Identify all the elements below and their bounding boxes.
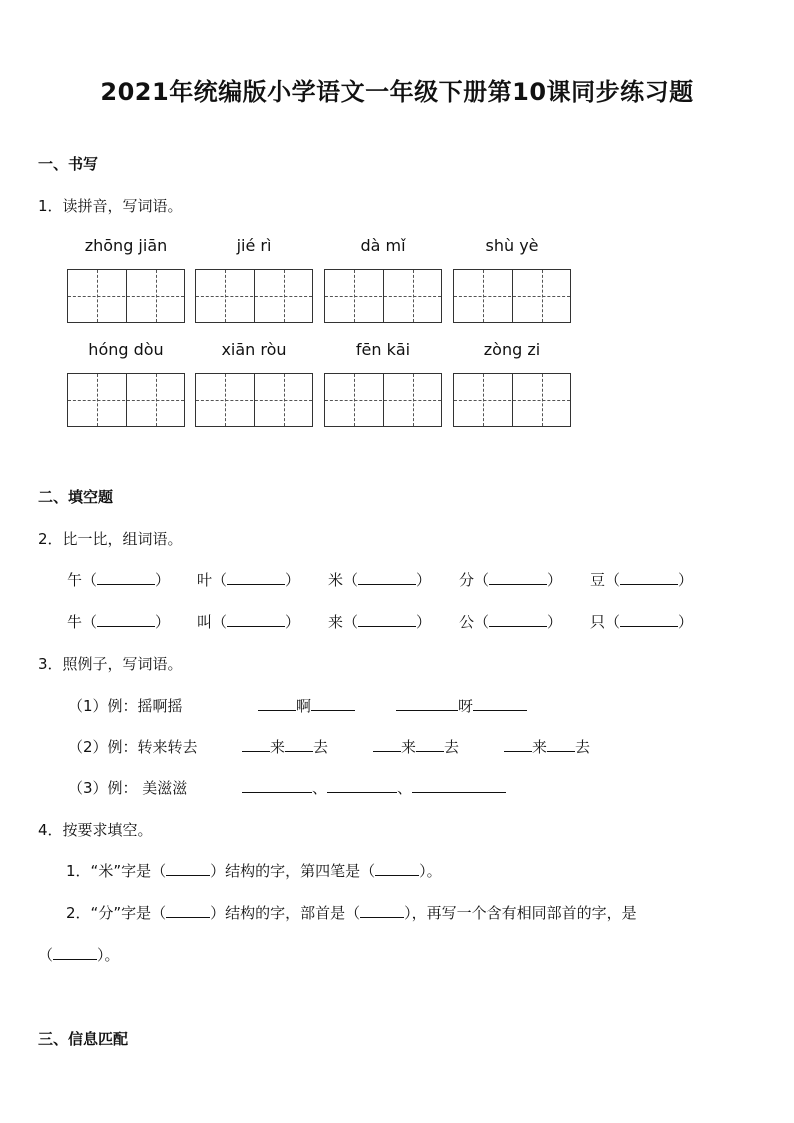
answer-blank[interactable] <box>166 903 210 918</box>
answer-blank[interactable] <box>412 778 506 793</box>
answer-blank[interactable] <box>53 945 97 960</box>
answer-blank[interactable] <box>97 612 155 627</box>
answer-blank[interactable] <box>242 737 270 752</box>
question-1-prompt: 1．读拼音，写词语。 <box>38 197 183 215</box>
example-2-answer: 来 去 <box>504 736 590 757</box>
page-title: 2021年统编版小学语文一年级下册第10课同步练习题 <box>100 78 694 106</box>
answer-blank[interactable] <box>358 570 416 585</box>
compare-item: 米（ ） <box>328 571 432 589</box>
tianzige-box[interactable] <box>195 269 313 323</box>
tianzige-box[interactable] <box>453 373 571 427</box>
answer-blank[interactable] <box>473 696 527 711</box>
section-heading-writing: 一、书写 <box>38 155 99 173</box>
compare-item: 豆（ ） <box>590 571 694 589</box>
tianzige-box[interactable] <box>453 269 571 323</box>
question-4-1: 1．“米”字是（ ）结构的字，第四笔是（ ）。 <box>66 862 442 880</box>
pinyin-label: zhōng jiān <box>84 236 168 255</box>
pinyin-label: shù yè <box>485 236 539 255</box>
example-1-label: （1）例：摇啊摇 <box>68 697 183 715</box>
question-3-prompt: 3．照例子，写词语。 <box>38 655 183 673</box>
example-1-answer: 啊 <box>258 695 355 716</box>
tianzige-box[interactable] <box>67 373 185 427</box>
question-4-2: 2．“分”字是（ ）结构的字，部首是（ ），再写一个含有相同部首的字，是 <box>66 904 637 922</box>
answer-blank[interactable] <box>547 737 575 752</box>
example-2-label: （2）例：转来转去 <box>68 738 198 756</box>
compare-item: 来（ ） <box>328 613 432 631</box>
answer-blank[interactable] <box>242 778 312 793</box>
compare-item: 牛（ ） <box>67 613 171 631</box>
answer-blank[interactable] <box>489 570 547 585</box>
answer-blank[interactable] <box>166 861 210 876</box>
answer-blank[interactable] <box>97 570 155 585</box>
question-2-prompt: 2．比一比，组词语。 <box>38 530 183 548</box>
compare-char: 牛 <box>67 613 83 631</box>
answer-blank[interactable] <box>311 696 355 711</box>
question-4-2-continued: （ ）。 <box>38 946 120 964</box>
pinyin-label: hóng dòu <box>88 340 164 359</box>
answer-blank[interactable] <box>620 612 678 627</box>
compare-item: 公（ ） <box>459 613 563 631</box>
answer-blank[interactable] <box>227 612 285 627</box>
answer-blank[interactable] <box>620 570 678 585</box>
compare-char: 分 <box>459 571 475 589</box>
answer-blank[interactable] <box>227 570 285 585</box>
compare-char: 公 <box>459 613 475 631</box>
pinyin-label: fēn kāi <box>355 340 411 359</box>
pinyin-label: zòng zi <box>483 340 541 359</box>
pinyin-label: xiān ròu <box>221 340 287 359</box>
answer-blank[interactable] <box>504 737 532 752</box>
answer-blank[interactable] <box>327 778 397 793</box>
answer-blank[interactable] <box>375 861 419 876</box>
compare-char: 叶 <box>197 571 213 589</box>
answer-blank[interactable] <box>416 737 444 752</box>
compare-char: 午 <box>67 571 83 589</box>
compare-item: 叫（ ） <box>197 613 301 631</box>
compare-char: 米 <box>328 571 344 589</box>
section-heading-matching: 三、信息匹配 <box>38 1030 129 1048</box>
tianzige-box[interactable] <box>324 373 442 427</box>
compare-item: 午（ ） <box>67 571 171 589</box>
answer-blank[interactable] <box>358 612 416 627</box>
compare-char: 叫 <box>197 613 213 631</box>
question-4-prompt: 4．按要求填空。 <box>38 821 153 839</box>
answer-blank[interactable] <box>258 696 296 711</box>
compare-char: 豆 <box>590 571 606 589</box>
compare-char: 来 <box>328 613 344 631</box>
compare-item: 叶（ ） <box>197 571 301 589</box>
example-3-answer: 、 、 <box>242 777 506 798</box>
answer-blank[interactable] <box>360 903 404 918</box>
pinyin-label: jié rì <box>236 236 272 255</box>
compare-char: 只 <box>590 613 606 631</box>
example-2-answer: 来 去 <box>242 736 328 757</box>
example-1-answer: 呀 <box>396 695 527 716</box>
answer-blank[interactable] <box>489 612 547 627</box>
example-2-answer: 来 去 <box>373 736 459 757</box>
tianzige-box[interactable] <box>67 269 185 323</box>
tianzige-box[interactable] <box>324 269 442 323</box>
section-heading-fill-blank: 二、填空题 <box>38 488 114 506</box>
example-3-label: （3）例： 美滋滋 <box>68 779 188 797</box>
compare-item: 只（ ） <box>590 613 694 631</box>
answer-blank[interactable] <box>373 737 401 752</box>
compare-item: 分（ ） <box>459 571 563 589</box>
tianzige-box[interactable] <box>195 373 313 427</box>
answer-blank[interactable] <box>396 696 458 711</box>
pinyin-label: dà mǐ <box>360 236 406 255</box>
answer-blank[interactable] <box>285 737 313 752</box>
